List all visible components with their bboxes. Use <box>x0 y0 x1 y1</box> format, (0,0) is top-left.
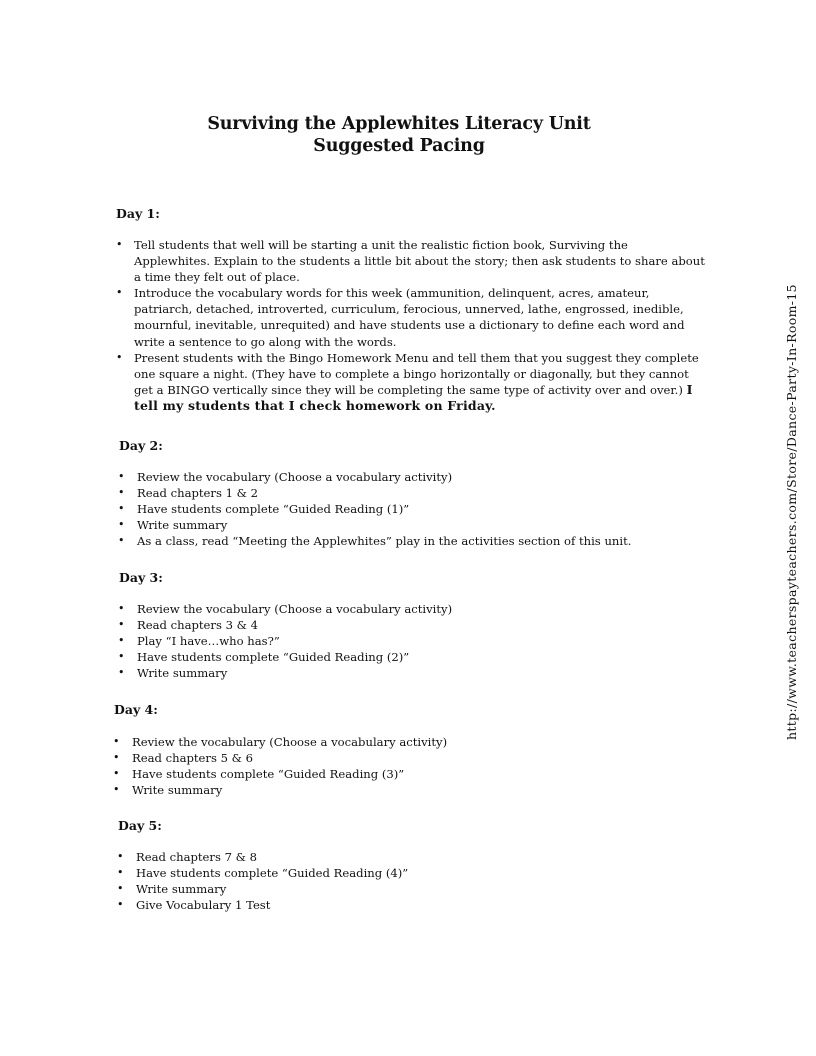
list-item: • Have students complete “Guided Reading (3)” <box>113 766 673 782</box>
day-5-heading: Day 5: <box>118 818 162 833</box>
list-item: • Read chapters 7 & 8 <box>117 849 677 865</box>
day-4-list <box>113 734 673 798</box>
list-item: • Review the vocabulary (Choose a vocabulary activity) <box>118 601 678 617</box>
list-item: • Read chapters 1 & 2 <box>118 485 678 501</box>
document-subtitle: Suggested Pacing <box>313 136 485 156</box>
list-item: • Present students with the Bingo Homework Menu and tell them that you suggest they complete one square a night. (They have to complete a bingo horizontally or diagonally, but they cannot get a BINGO vertically since they will be completing the same type of activity over and over.) I tell my students that I check homework on Friday. <box>116 350 706 414</box>
list-item: • Have students complete “Guided Reading (4)” <box>117 865 677 881</box>
day-1-list <box>116 237 706 414</box>
list-item: • Introduce the vocabulary words for this week (ammunition, delinquent, acres, amateur, patriarch, detached, introverted, curriculum, ferocious, unnerved, lathe, engrossed, inedible, mournful, inevitable, unrequited) and have students use a dictionary to define each word and write a sentence to go along with the words. <box>116 285 706 349</box>
day-3-heading: Day 3: <box>119 570 163 585</box>
homework-note: I tell my students that I check homework on Friday. <box>134 381 693 413</box>
list-item: • Play “I have…who has?” <box>118 633 678 649</box>
list-item: • As a class, read “Meeting the Applewhites” play in the activities section of this unit. <box>118 533 678 549</box>
list-item: • Read chapters 5 & 6 <box>113 750 673 766</box>
list-item: • Read chapters 3 & 4 <box>118 617 678 633</box>
day-1-heading: Day 1: <box>116 206 160 221</box>
list-item: • Give Vocabulary 1 Test <box>117 897 677 913</box>
list-item: • Write summary <box>113 782 673 798</box>
list-item: • Write summary <box>118 665 678 681</box>
day-4-heading: Day 4: <box>114 702 158 717</box>
document-title: Surviving the Applewhites Literacy Unit <box>207 114 591 134</box>
day-2-heading: Day 2: <box>119 438 163 453</box>
list-item: • Have students complete “Guided Reading (1)” <box>118 501 678 517</box>
list-item: • Write summary <box>117 881 677 897</box>
day-5-list <box>117 849 677 913</box>
day-2-list <box>118 469 678 549</box>
list-item: • Tell students that well will be starting a unit the realistic fiction book, Surviving the Applewhites. Explain to the students a little bit about the story; then ask students to share about a time they felt out of place. <box>116 237 706 285</box>
list-item: • Review the vocabulary (Choose a vocabulary activity) <box>118 469 678 485</box>
store-url: http://www.teacherspayteachers.com/Store/Dance-Party-In-Room-15 <box>784 284 799 740</box>
day-3-list <box>118 601 678 681</box>
list-item: • Review the vocabulary (Choose a vocabulary activity) <box>113 734 673 750</box>
list-item: • Have students complete “Guided Reading (2)” <box>118 649 678 665</box>
list-item: • Write summary <box>118 517 678 533</box>
